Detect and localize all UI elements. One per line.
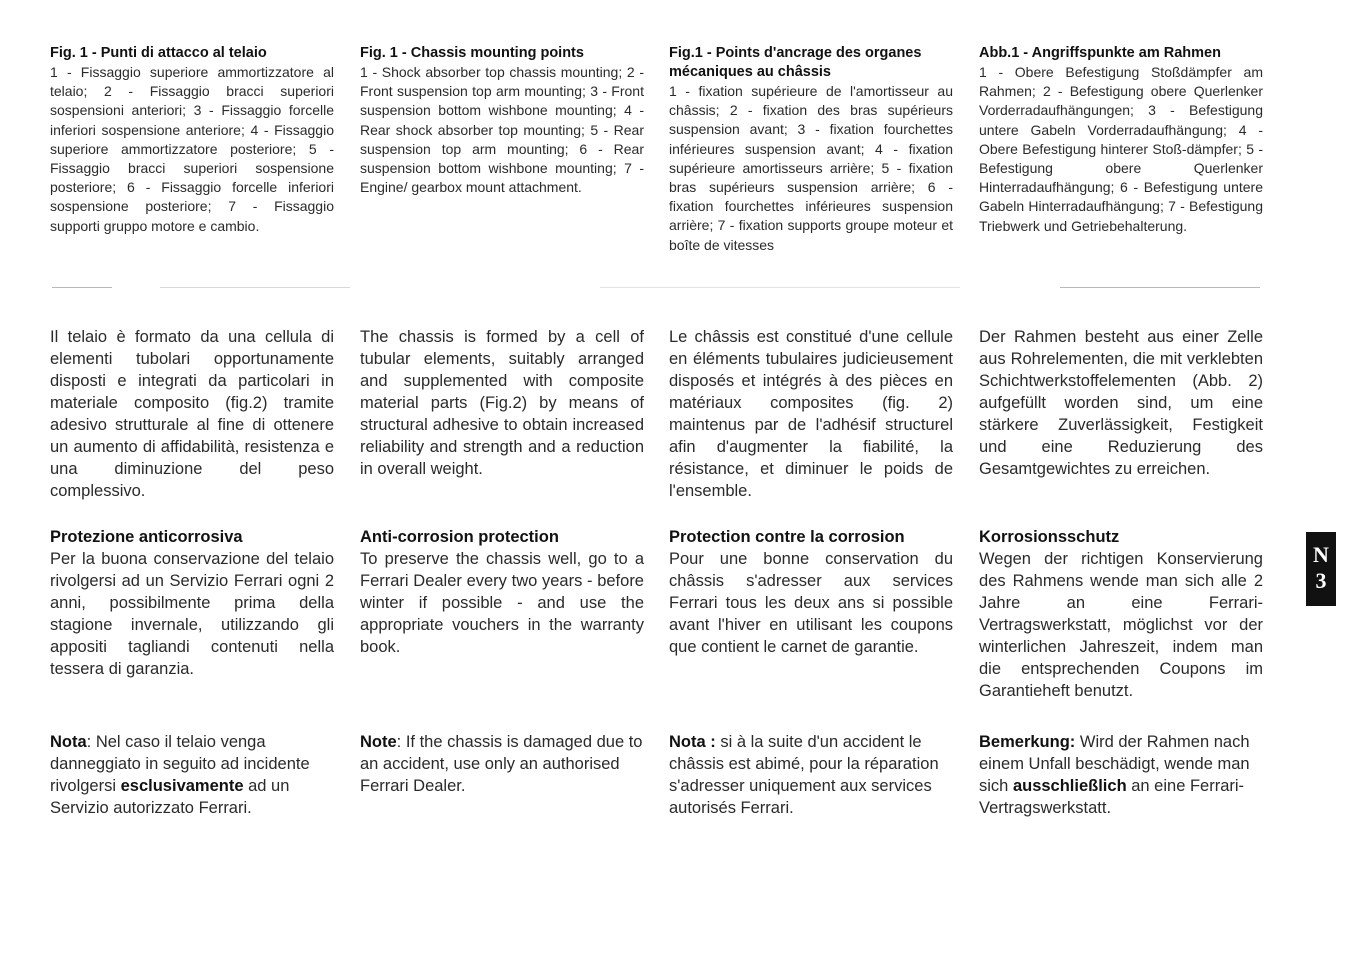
section-tab-number: 3 [1315,568,1327,593]
note-german [979,731,1263,819]
caption-body: 1 - Shock absorber top chassis mounting; 2 - Front suspension top arm mounting; 3 - Front suspension bottom wishbone mounting; 4 - Rear shock absorber top mounting; 5 - Rear suspension top arm mounting; 6 - Rear suspension bottom wishbone mounting; 7 - Engine/ gearbox mount attachment. [360,64,644,196]
note-label: Nota [50,733,87,751]
section-french [669,526,953,658]
note-text: Wird der Rahmen nach einem Unfall beschädigt, wende man sich [979,733,1250,795]
note-italian [50,731,334,819]
caption-english [360,44,644,197]
note-emphasis: esclusivamente [120,777,244,795]
section-body: Per la buona conservazione del telaio rivolgersi ad un Servizio Ferrari ogni 2 anni, possibilmente prima della stagione invernale, utilizzando gli appositi tagliandi contenuti nella tessera di garanzia. [50,550,334,678]
note-text: : If the chassis is damaged due to an accident, use only an authorised Ferrari Dealer. [360,733,643,795]
note-label: Note [360,733,397,751]
section-title: Protezione anticorrosiva [50,528,243,546]
intro-german: Der Rahmen besteht aus einer Zelle aus Rohrelementen, die mit verklebten Schichtwerkstoffelementen (Abb. 2) aufgefüllt worden sind, um eine stärkere Zuverlässigkeit, Festigkeit und eine Reduzierung des Gesamtgewichtes zu erreichen. [979,328,1263,478]
caption-body: 1 - fixation supérieure de l'amortisseur au châssis; 2 - fixation des bras supérieurs suspension avant; 3 - fixation fourchettes inférieures suspension avant; 4 - fixation supérieure amortisseurs arrière; 5 - fixation bras supérieurs suspension arrière; 6 - fixation fourchettes inférieures suspension arrière; 7 - fixation supports groupe moteur et boîte de vitesses [669,83,953,253]
note-text-end: ad un Servizio autorizzato Ferrari. [50,777,290,817]
note-text-end: an eine Ferrari-Vertragswerkstatt. [979,777,1245,817]
caption-title: Fig. 1 - Punti di attacco al telaio [50,45,267,61]
section-body: Wegen der richtigen Konservierung des Rahmens wende man sich alle 2 Jahre an eine Ferrari-Vertragswerkstatt, möglichst vor der winterlichen Jahreszeit, indem man die entsprechenden Coupons im Garantieheft benutzt. [979,550,1263,700]
note-english [360,731,644,797]
caption-title: Fig. 1 - Chassis mounting points [360,45,584,61]
divider [1060,287,1260,288]
section-title: Protection contre la corrosion [669,528,905,546]
divider [600,287,960,288]
caption-italian [50,44,334,236]
caption-title: Abb.1 - Angriffspunkte am Rahmen [979,45,1221,61]
section-tab [1306,532,1336,606]
section-tab-letter: N [1313,542,1329,567]
caption-german [979,44,1263,236]
divider [160,287,350,288]
section-german [979,526,1263,702]
caption-french [669,44,953,255]
section-english [360,526,644,658]
note-text: si à la suite d'un accident le châssis est abimé, pour la réparation s'adresser uniquement aux services autorisés Ferrari. [669,733,939,817]
caption-title: Fig.1 - Points d'ancrage des organes mécaniques au châssis [669,45,922,80]
intro-italian: Il telaio è formato da una cellula di elementi tubolari opportunamente disposti e integrati da particolari in materiale composito (fig.2) tramite adesivo strutturale al fine di ottenere un aumento di affidabilità, resistenza e una diminuzione del peso complessivo. [50,328,334,500]
note-emphasis: ausschließlich [1012,777,1127,795]
divider [52,287,112,288]
intro-english: The chassis is formed by a cell of tubular elements, suitably arranged and supplemented with composite material parts (Fig.2) by means of structural adhesive to obtain increased reliability and strength and a reduction in overall weight. [360,328,644,478]
caption-body: 1 - Obere Befestigung Stoßdämpfer am Rahmen; 2 - Befestigung obere Querlenker Vorderradaufhängungen; 3 - Befestigung untere Gabeln Vorderradaufhängung; 4 - Obere Befestigung hinterer Stoß-dämpfer; 5 - Befestigung obere Querlenker Hinterradaufhängung; 6 - Befestigung untere Gabeln Hinterradaufhängung; 7 - Befestigung Triebwerk und Getriebehalterung. [979,64,1263,234]
note-french [669,731,953,819]
section-body: Pour une bonne conservation du châssis s'adresser aux services Ferrari tous les deux ans si possible avant l'hiver en utilisant les coupons que contient le carnet de garantie. [669,550,953,656]
intro-french: Le châssis est constitué d'une cellule en éléments tubulaires judicieusement disposés et intégrés à des pièces en matériaux composites (fig. 2) maintenus par de l'adhésif structurel afin d'augmenter la fiabilité, la résistance, et diminuer le poids de l'ensemble. [669,328,953,500]
section-italian [50,526,334,680]
section-body: To preserve the chassis well, go to a Ferrari Dealer every two years - before winter if possible - and use the appropriate vouchers in the warranty book. [360,550,644,656]
caption-body: 1 - Fissaggio superiore ammortizzatore al telaio; 2 - Fissaggio bracci superiori sospensioni anteriori; 3 - Fissaggio forcelle inferiori sospensione anteriore; 4 - Fissaggio superiore ammortizzatore posteriore; 5 - Fissaggio bracci superiori sospensione posteriore; 6 - Fissaggio forcelle inferiori sospensione posteriore; 7 - Fissaggio supporti gruppo motore e cambio. [50,64,334,234]
section-title: Korrosionsschutz [979,528,1120,546]
section-title: Anti-corrosion protection [360,528,559,546]
note-label: Nota : [669,733,716,751]
note-label: Bemerkung: [979,733,1076,751]
note-text: : Nel caso il telaio venga danneggiato in seguito ad incidente rivolgersi [50,733,310,795]
